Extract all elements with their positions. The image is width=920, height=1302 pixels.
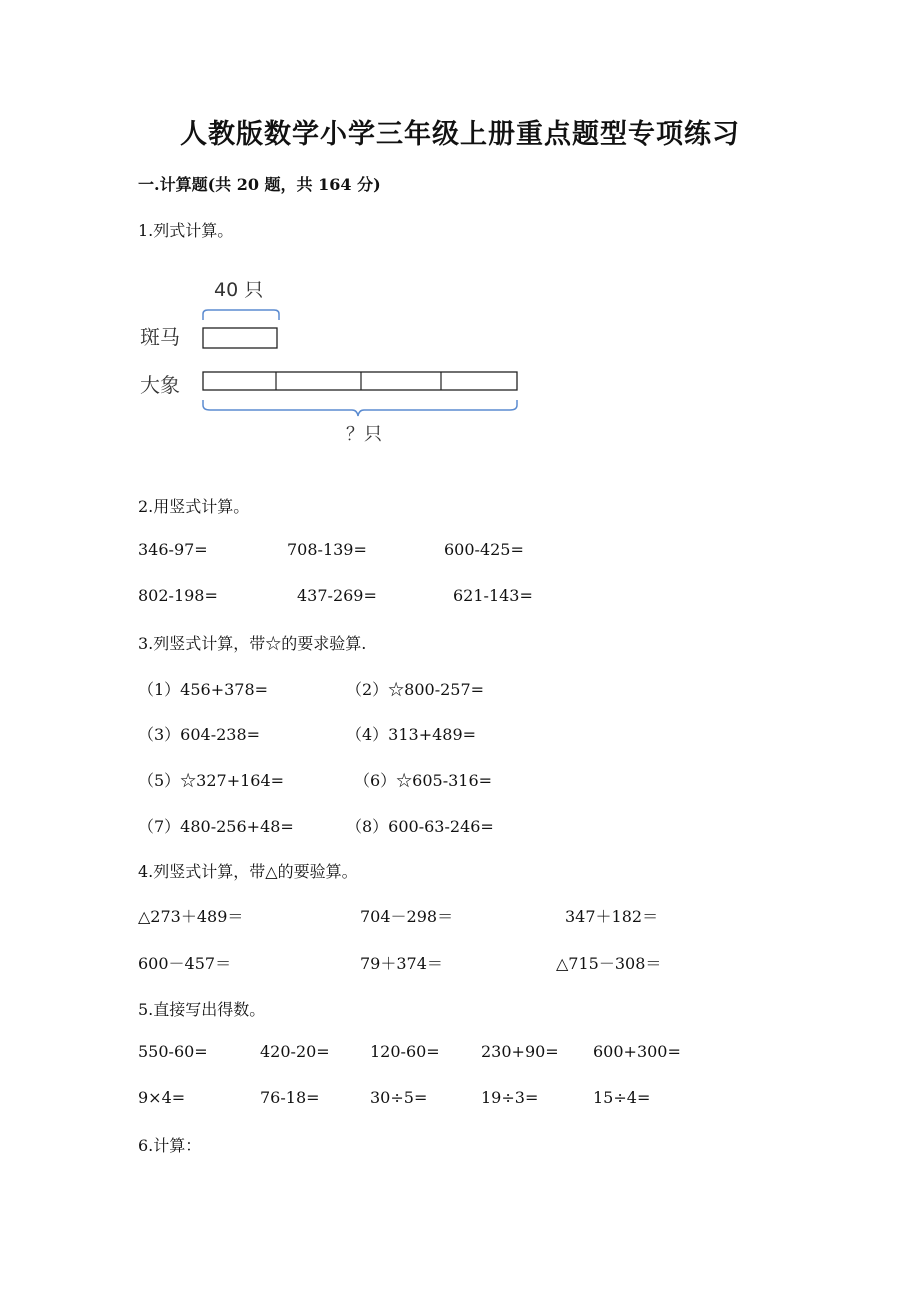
q3-item: （7）480-256+48=: [138, 817, 294, 836]
q4-item: △273＋489＝: [138, 907, 244, 926]
q2-item: 437-269=: [297, 586, 377, 605]
q5-item: 230+90=: [481, 1042, 559, 1061]
q5-item: 9×4=: [138, 1088, 186, 1107]
q4-item: 347＋182＝: [565, 907, 659, 926]
q2-item: 600-425=: [444, 540, 524, 559]
question-2: 2.用竖式计算。: [138, 497, 250, 516]
question-1: 1.列式计算。: [138, 221, 234, 240]
question-4: 4.列竖式计算，带△的要验算。: [138, 862, 358, 881]
q3-item: （4）313+489=: [346, 725, 477, 744]
q5-item: 30÷5=: [370, 1088, 428, 1107]
section-heading: 一.计算题(共 20 题，共 164 分): [138, 175, 381, 194]
q5-item: 550-60=: [138, 1042, 208, 1061]
row-label-elephant: 大象: [140, 373, 180, 397]
elephant-bar: [203, 372, 517, 390]
q4-item: 704－298＝: [360, 907, 454, 926]
q3-item: （5）☆327+164=: [138, 771, 285, 790]
q2-item: 621-143=: [453, 586, 533, 605]
bottom-brace: [203, 400, 517, 416]
diagram-bottom-label: ？只: [346, 424, 382, 445]
question-5: 5.直接写出得数。: [138, 1000, 266, 1019]
q3-item: （3）604-238=: [138, 725, 261, 744]
q3-item: （8）600-63-246=: [346, 817, 494, 836]
question-3: 3.列竖式计算，带☆的要求验算.: [138, 634, 367, 653]
q4-item: 600－457＝: [138, 954, 232, 973]
q2-item: 802-198=: [138, 586, 218, 605]
q5-item: 420-20=: [260, 1042, 330, 1061]
q2-item: 346-97=: [138, 540, 208, 559]
page-title: 人教版数学小学三年级上册重点题型专项练习: [180, 119, 740, 150]
q5-item: 19÷3=: [481, 1088, 539, 1107]
q3-item: （6）☆605-316=: [354, 771, 493, 790]
q3-item: （2）☆800-257=: [346, 680, 485, 699]
q3-item: （1）456+378=: [138, 680, 269, 699]
q4-item: 79＋374＝: [360, 954, 443, 973]
zebra-bar: [203, 328, 277, 348]
q5-item: 76-18=: [260, 1088, 320, 1107]
diagram-top-label: 40 只: [214, 279, 264, 301]
top-brace: [203, 310, 279, 320]
question-6: 6.计算：: [138, 1136, 202, 1155]
q4-item: △715－308＝: [556, 954, 662, 973]
q2-item: 708-139=: [287, 540, 367, 559]
q5-item: 120-60=: [370, 1042, 440, 1061]
q5-item: 15÷4=: [593, 1088, 651, 1107]
row-label-zebra: 斑马: [140, 325, 180, 349]
q5-item: 600+300=: [593, 1042, 681, 1061]
bar-model-diagram: [130, 268, 550, 458]
